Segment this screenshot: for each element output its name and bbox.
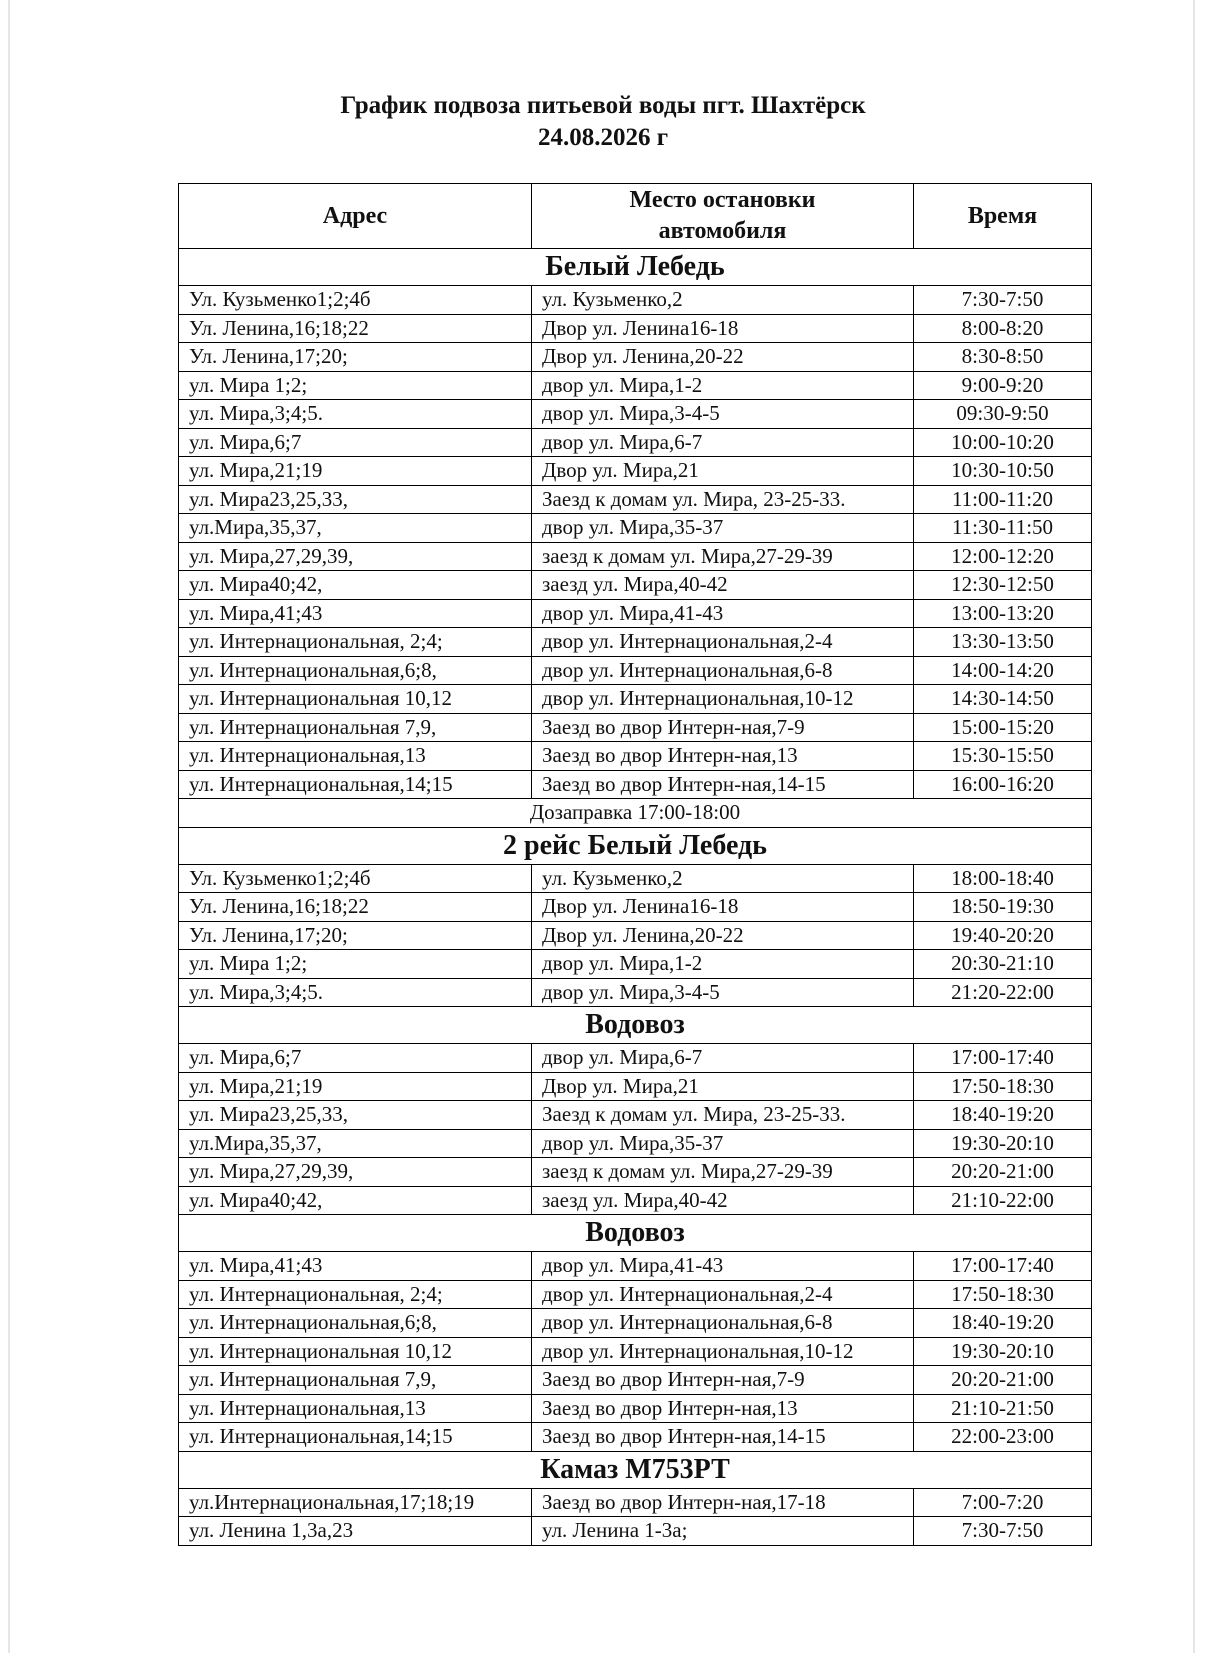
place-cell: двор ул. Мира,41-43 xyxy=(532,1252,914,1281)
address-cell: Ул. Кузьменко1;2;4б xyxy=(179,286,532,315)
table-row xyxy=(179,343,1092,372)
section-title: Водовоз xyxy=(179,1215,1092,1252)
table-row xyxy=(179,685,1092,714)
time-cell: 17:50-18:30 xyxy=(914,1072,1092,1101)
table-row xyxy=(179,1129,1092,1158)
time-cell: 19:30-20:10 xyxy=(914,1337,1092,1366)
table-row xyxy=(179,770,1092,799)
time-cell: 7:30-7:50 xyxy=(914,286,1092,315)
time-cell: 19:40-20:20 xyxy=(914,921,1092,950)
section-row xyxy=(179,249,1092,286)
table-row xyxy=(179,1186,1092,1215)
time-cell: 20:20-21:00 xyxy=(914,1366,1092,1395)
table-row xyxy=(179,864,1092,893)
place-cell: Заезд во двор Интерн-ная,7-9 xyxy=(532,713,914,742)
place-cell: двор ул. Интернациональная,10-12 xyxy=(532,685,914,714)
time-cell: 20:20-21:00 xyxy=(914,1158,1092,1187)
place-cell: Заезд во двор Интерн-ная,17-18 xyxy=(532,1488,914,1517)
address-cell: ул. Мира40;42, xyxy=(179,571,532,600)
section-title: 2 рейс Белый Лебедь xyxy=(179,827,1092,864)
section-row xyxy=(179,827,1092,864)
table-row xyxy=(179,1488,1092,1517)
address-cell: ул. Мира,3;4;5. xyxy=(179,400,532,429)
table-row xyxy=(179,656,1092,685)
time-cell: 18:50-19:30 xyxy=(914,893,1092,922)
address-cell: ул. Мира,6;7 xyxy=(179,1044,532,1073)
table-row xyxy=(179,950,1092,979)
place-cell: Двор ул. Ленина,20-22 xyxy=(532,343,914,372)
table-row xyxy=(179,1072,1092,1101)
address-cell: ул. Мира,27,29,39, xyxy=(179,1158,532,1187)
table-row xyxy=(179,978,1092,1007)
address-cell: ул. Мира,21;19 xyxy=(179,457,532,486)
refuel-note: Дозаправка 17:00-18:00 xyxy=(179,799,1092,828)
place-cell: ул. Кузьменко,2 xyxy=(532,286,914,315)
table-row xyxy=(179,314,1092,343)
address-cell: ул.Интернациональная,17;18;19 xyxy=(179,1488,532,1517)
address-cell: ул. Интернациональная, 2;4; xyxy=(179,1280,532,1309)
address-cell: ул. Интернациональная 10,12 xyxy=(179,685,532,714)
place-cell: ул. Ленина 1-3а; xyxy=(532,1517,914,1546)
table-row xyxy=(179,457,1092,486)
time-cell: 15:30-15:50 xyxy=(914,742,1092,771)
place-cell: Двор ул. Мира,21 xyxy=(532,457,914,486)
address-cell: ул. Мира23,25,33, xyxy=(179,485,532,514)
time-cell: 21:10-22:00 xyxy=(914,1186,1092,1215)
document-title: График подвоза питьевой воды пгт. Шахтёрск xyxy=(340,92,866,119)
header-time: Время xyxy=(914,184,1092,249)
place-cell: Двор ул. Ленина,20-22 xyxy=(532,921,914,950)
address-cell: ул. Интернациональная,6;8, xyxy=(179,1309,532,1338)
table-row xyxy=(179,921,1092,950)
place-cell: Двор ул. Ленина16-18 xyxy=(532,314,914,343)
table-row xyxy=(179,1309,1092,1338)
time-cell: 7:30-7:50 xyxy=(914,1517,1092,1546)
table-row xyxy=(179,1158,1092,1187)
time-cell: 10:00-10:20 xyxy=(914,428,1092,457)
table-row xyxy=(179,599,1092,628)
place-cell: ул. Кузьменко,2 xyxy=(532,864,914,893)
address-cell: ул. Интернациональная 10,12 xyxy=(179,1337,532,1366)
address-cell: ул. Мира 1;2; xyxy=(179,371,532,400)
table-row xyxy=(179,400,1092,429)
time-cell: 16:00-16:20 xyxy=(914,770,1092,799)
table-row xyxy=(179,1044,1092,1073)
address-cell: ул. Мира40;42, xyxy=(179,1186,532,1215)
place-cell: двор ул. Интернациональная,2-4 xyxy=(532,628,914,657)
refuel-note-row xyxy=(179,799,1092,828)
address-cell: ул. Интернациональная 7,9, xyxy=(179,1366,532,1395)
place-cell: двор ул. Мира,6-7 xyxy=(532,1044,914,1073)
schedule-table xyxy=(178,183,1092,1546)
section-row xyxy=(179,1007,1092,1044)
section-title: Камаз М753РТ xyxy=(179,1451,1092,1488)
document-date: 24.08.2026 г xyxy=(537,124,669,151)
table-row xyxy=(179,286,1092,315)
header-place: Место остановки автомобиля xyxy=(532,184,914,249)
address-cell: ул. Интернациональная,13 xyxy=(179,1394,532,1423)
place-cell: Двор ул. Мира,21 xyxy=(532,1072,914,1101)
address-cell: ул.Мира,35,37, xyxy=(179,1129,532,1158)
address-cell: Ул. Ленина,16;18;22 xyxy=(179,314,532,343)
place-cell: заезд к домам ул. Мира,27-29-39 xyxy=(532,542,914,571)
place-cell: двор ул. Мира,6-7 xyxy=(532,428,914,457)
place-cell: Заезд во двор Интерн-ная,7-9 xyxy=(532,1366,914,1395)
time-cell: 9:00-9:20 xyxy=(914,371,1092,400)
address-cell: ул. Интернациональная,14;15 xyxy=(179,1423,532,1452)
schedule-body xyxy=(179,249,1092,1546)
header-address: Адрес xyxy=(179,184,532,249)
place-cell: двор ул. Мира,1-2 xyxy=(532,950,914,979)
time-cell: 22:00-23:00 xyxy=(914,1423,1092,1452)
place-cell: двор ул. Мира,1-2 xyxy=(532,371,914,400)
time-cell: 19:30-20:10 xyxy=(914,1129,1092,1158)
place-cell: двор ул. Мира,35-37 xyxy=(532,1129,914,1158)
time-cell: 13:30-13:50 xyxy=(914,628,1092,657)
table-row xyxy=(179,893,1092,922)
table-row xyxy=(179,1101,1092,1130)
place-cell: заезд к домам ул. Мира,27-29-39 xyxy=(532,1158,914,1187)
address-cell: ул. Мира,41;43 xyxy=(179,599,532,628)
place-cell: Двор ул. Ленина16-18 xyxy=(532,893,914,922)
address-cell: Ул. Ленина,17;20; xyxy=(179,921,532,950)
table-row xyxy=(179,1517,1092,1546)
section-row xyxy=(179,1451,1092,1488)
place-cell: двор ул. Интернациональная,2-4 xyxy=(532,1280,914,1309)
place-cell: Заезд во двор Интерн-ная,14-15 xyxy=(532,1423,914,1452)
table-row xyxy=(179,1252,1092,1281)
address-cell: ул. Мира,21;19 xyxy=(179,1072,532,1101)
table-row xyxy=(179,371,1092,400)
time-cell: 18:00-18:40 xyxy=(914,864,1092,893)
place-cell: двор ул. Интернациональная,6-8 xyxy=(532,1309,914,1338)
address-cell: ул.Мира,35,37, xyxy=(179,514,532,543)
address-cell: ул. Интернациональная, 2;4; xyxy=(179,628,532,657)
time-cell: 20:30-21:10 xyxy=(914,950,1092,979)
time-cell: 17:00-17:40 xyxy=(914,1044,1092,1073)
table-row xyxy=(179,1394,1092,1423)
place-cell: двор ул. Мира,3-4-5 xyxy=(532,400,914,429)
section-title: Белый Лебедь xyxy=(179,249,1092,286)
place-cell: двор ул. Мира,41-43 xyxy=(532,599,914,628)
place-cell: Заезд во двор Интерн-ная,13 xyxy=(532,1394,914,1423)
address-cell: Ул. Кузьменко1;2;4б xyxy=(179,864,532,893)
time-cell: 12:00-12:20 xyxy=(914,542,1092,571)
address-cell: ул. Мира,6;7 xyxy=(179,428,532,457)
section-row xyxy=(179,1215,1092,1252)
table-row xyxy=(179,571,1092,600)
time-cell: 17:50-18:30 xyxy=(914,1280,1092,1309)
address-cell: ул. Мира,3;4;5. xyxy=(179,978,532,1007)
time-cell: 7:00-7:20 xyxy=(914,1488,1092,1517)
time-cell: 14:30-14:50 xyxy=(914,685,1092,714)
table-row xyxy=(179,514,1092,543)
place-cell: заезд ул. Мира,40-42 xyxy=(532,1186,914,1215)
table-row xyxy=(179,1366,1092,1395)
place-cell: заезд ул. Мира,40-42 xyxy=(532,571,914,600)
address-cell: ул. Ленина 1,3а,23 xyxy=(179,1517,532,1546)
place-cell: двор ул. Интернациональная,6-8 xyxy=(532,656,914,685)
header-row xyxy=(179,184,1092,249)
time-cell: 17:00-17:40 xyxy=(914,1252,1092,1281)
address-cell: ул. Интернациональная,13 xyxy=(179,742,532,771)
address-cell: ул. Мира,27,29,39, xyxy=(179,542,532,571)
time-cell: 21:20-22:00 xyxy=(914,978,1092,1007)
address-cell: ул. Интернациональная,14;15 xyxy=(179,770,532,799)
table-row xyxy=(179,542,1092,571)
table-row xyxy=(179,713,1092,742)
time-cell: 14:00-14:20 xyxy=(914,656,1092,685)
time-cell: 12:30-12:50 xyxy=(914,571,1092,600)
place-cell: Заезд к домам ул. Мира, 23-25-33. xyxy=(532,485,914,514)
table-row xyxy=(179,1280,1092,1309)
time-cell: 10:30-10:50 xyxy=(914,457,1092,486)
address-cell: Ул. Ленина,16;18;22 xyxy=(179,893,532,922)
address-cell: ул. Мира,41;43 xyxy=(179,1252,532,1281)
address-cell: ул. Интернациональная,6;8, xyxy=(179,656,532,685)
section-title: Водовоз xyxy=(179,1007,1092,1044)
table-row xyxy=(179,628,1092,657)
time-cell: 18:40-19:20 xyxy=(914,1101,1092,1130)
place-cell: двор ул. Мира,35-37 xyxy=(532,514,914,543)
time-cell: 13:00-13:20 xyxy=(914,599,1092,628)
table-row xyxy=(179,742,1092,771)
place-cell: Заезд во двор Интерн-ная,13 xyxy=(532,742,914,771)
address-cell: ул. Интернациональная 7,9, xyxy=(179,713,532,742)
time-cell: 21:10-21:50 xyxy=(914,1394,1092,1423)
address-cell: Ул. Ленина,17;20; xyxy=(179,343,532,372)
time-cell: 09:30-9:50 xyxy=(914,400,1092,429)
table-row xyxy=(179,1423,1092,1452)
place-cell: двор ул. Мира,3-4-5 xyxy=(532,978,914,1007)
place-cell: Заезд во двор Интерн-ная,14-15 xyxy=(532,770,914,799)
table-row xyxy=(179,1337,1092,1366)
time-cell: 15:00-15:20 xyxy=(914,713,1092,742)
place-cell: Заезд к домам ул. Мира, 23-25-33. xyxy=(532,1101,914,1130)
time-cell: 18:40-19:20 xyxy=(914,1309,1092,1338)
place-cell: двор ул. Интернациональная,10-12 xyxy=(532,1337,914,1366)
time-cell: 11:00-11:20 xyxy=(914,485,1092,514)
time-cell: 11:30-11:50 xyxy=(914,514,1092,543)
time-cell: 8:30-8:50 xyxy=(914,343,1092,372)
time-cell: 8:00-8:20 xyxy=(914,314,1092,343)
address-cell: ул. Мира 1;2; xyxy=(179,950,532,979)
table-row xyxy=(179,428,1092,457)
address-cell: ул. Мира23,25,33, xyxy=(179,1101,532,1130)
table-row xyxy=(179,485,1092,514)
